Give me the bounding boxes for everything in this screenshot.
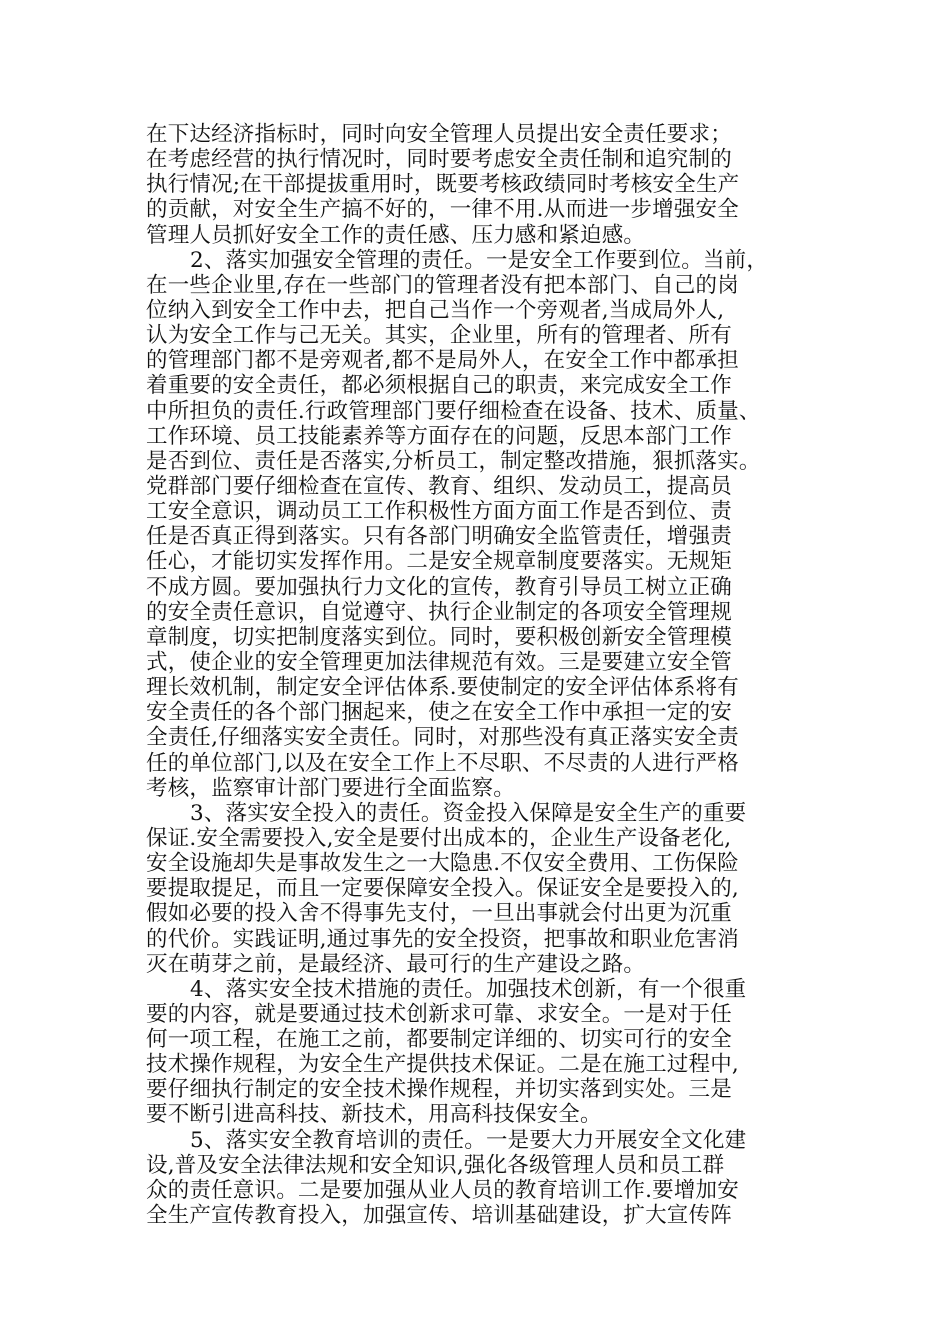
text-line: 工作环境、员工技能素养等方面存在的问题，反思本部门工作 [146,423,732,449]
text-line: 任心，才能切实发挥作用。二是安全规章制度要落实。无规矩 [146,549,732,575]
document-body-text [146,122,826,1228]
text-line: 的管理部门都不是旁观者,都不是局外人，在安全工作中都承担 [146,348,739,374]
text-line: 是否到位、责任是否落实,分析员工，制定整改措施，狠抓落实。 [146,448,761,474]
text-line: 假如必要的投入舍不得事先支付，一旦出事就会付出更为沉重 [146,901,732,927]
text-line: 在考虑经营的执行情况时，同时要考虑安全责任制和追究制的 [146,147,732,173]
text-line: 考核，监察审计部门要进行全面监察。 [146,775,515,801]
text-line: 要提取提足，而且一定要保障安全投入。保证安全是要投入的, [146,876,739,902]
text-line: 位纳入到安全工作中去，把自己当作一个旁观者,当成局外人, [146,297,725,323]
text-line: 要不断引进高科技、新技术，用高科技保安全。 [146,1102,602,1128]
text-line: 党群部门要仔细检查在宣传、教育、组织、发动员工，提高员 [146,473,732,499]
paragraph-first-line: 5、落实安全教育培训的责任。一是要大力开展安全文化建 [190,1127,747,1153]
text-line: 执行情况;在干部提拔重用时，既要考核政绩同时考核安全生产 [146,172,740,198]
text-line: 何一项工程，在施工之前，都要制定详细的、切实可行的安全 [146,1027,732,1053]
text-line: 灭在萌芽之前，是最经济、最可行的生产建设之路。 [146,951,646,977]
text-line: 管理人员抓好安全工作的责任感、压力感和紧迫感。 [146,222,646,248]
text-line: 在一些企业里,存在一些部门的管理者没有把本部门、自己的岗 [146,272,739,298]
text-line: 要仔细执行制定的安全技术操作规程，并切实落到实处。三是 [146,1077,732,1103]
text-line: 安全设施却失是事故发生之一大隐患.不仅安全费用、工伤保险 [146,851,739,877]
text-line: 的安全责任意识，自觉遵守、执行企业制定的各项安全管理规 [146,599,732,625]
text-line: 在下达经济指标时，同时向安全管理人员提出安全责任要求； [146,122,732,147]
text-line: 任的单位部门,以及在安全工作上不尽职、不尽责的人进行严格 [146,750,739,776]
text-line: 的代价。实践证明,通过事先的安全投资，把事故和职业危害消 [146,926,739,952]
paragraph-first-line: 3、落实安全投入的责任。资金投入保障是安全生产的重要 [190,800,747,826]
text-line: 中所担负的责任.行政管理部门要仔细检查在设备、技术、质量、 [146,398,761,424]
text-line: 技术操作规程，为安全生产提供技术保证。二是在施工过程中, [146,1052,739,1078]
text-line: 众的责任意识。二是要加强从业人员的教育培训工作.要增加安 [146,1177,739,1203]
paragraph-first-line: 2、落实加强安全管理的责任。一是安全工作要到位。当前， [190,247,769,273]
text-line: 保证.安全需要投入,安全是要付出成本的，企业生产设备老化, [146,825,732,851]
text-line: 工安全意识，调动员工工作积极性方面方面工作是否到位、责 [146,499,732,525]
text-line: 全生产宣传教育投入，加强宣传、培训基础建设，扩大宣传阵 [146,1203,732,1229]
text-line: 要的内容，就是要通过技术创新求可靠、求安全。一是对于任 [146,1001,732,1027]
paragraph-first-line: 4、落实安全技术措施的责任。加强技术创新，有一个很重 [190,976,747,1002]
text-line: 的贡献，对安全生产搞不好的，一律不用.从而进一步增强安全 [146,197,739,223]
text-line: 着重要的安全责任，都必须根据自己的职责，来完成安全工作 [146,373,732,399]
text-line: 式，使企业的安全管理更加法律规范有效。三是要建立安全管 [146,649,732,675]
text-line: 设,普及安全法律法规和安全知识,强化各级管理人员和员工群 [146,1152,725,1178]
text-line: 认为安全工作与己无关。其实，企业里，所有的管理者、所有 [146,323,732,349]
text-line: 任是否真正得到落实。只有各部门明确安全监管责任，增强责 [146,524,732,550]
text-line: 安全责任的各个部门捆起来，使之在安全工作中承担一定的安 [146,700,732,726]
text-line: 全责任,仔细落实安全责任。同时，对那些没有真正落实安全责 [146,725,739,751]
text-line: 理长效机制，制定安全评估体系.要使制定的安全评估体系将有 [146,675,739,701]
text-line: 章制度，切实把制度落实到位。同时，要积极创新安全管理模 [146,624,732,650]
text-line: 不成方圆。要加强执行力文化的宣传，教育引导员工树立正确 [146,574,732,600]
